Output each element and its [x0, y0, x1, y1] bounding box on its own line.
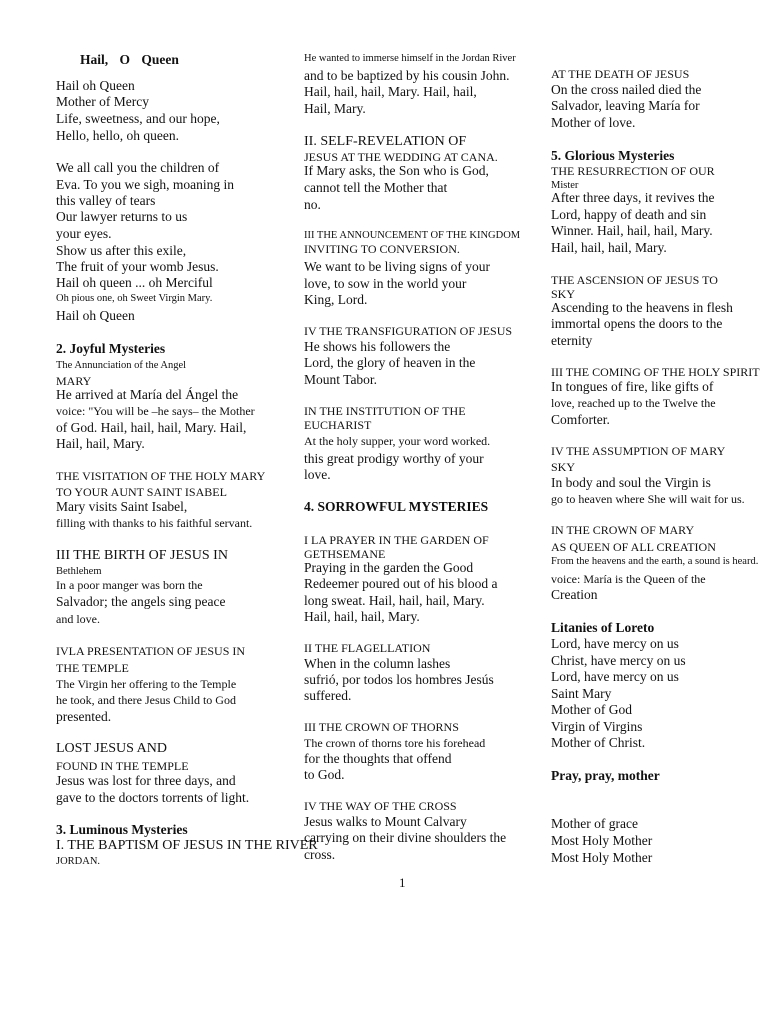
text-line-hail-hail-hail-mary: Hail, hail, hail, Mary. — [304, 609, 420, 624]
text-line-mount-tabor: Mount Tabor. — [304, 372, 378, 387]
text-line-presented: presented. — [56, 709, 112, 724]
text-line-in-the-institution-of-the: IN THE INSTITUTION OF THE — [304, 404, 466, 418]
text-line-filling-with-thanks-to-his-faithful-serv: filling with thanks to his faithful servant. — [56, 516, 253, 530]
text-line-lord-have-mercy-on-us: Lord, have mercy on us — [551, 669, 679, 684]
text-line-jordan: JORDAN. — [56, 856, 101, 867]
text-line-voice-you-will-be-he-says-the-mother: voice: "You will be –he says– the Mother — [56, 404, 255, 418]
text-line-hail-mary: Hail, Mary. — [304, 101, 366, 116]
text-line-ii-self-revelation-of: II. SELF-REVELATION OF — [304, 134, 467, 149]
section-heading-4-sorrowful-mysteries: 4. SORROWFUL MYSTERIES — [304, 499, 489, 514]
text-line-mary-visits-saint-isabel: Mary visits Saint Isabel, — [56, 499, 188, 514]
text-line-at-the-holy-supper-your-word-worked: At the holy supper, your word worked. — [304, 434, 491, 448]
text-line-iii-the-announcement-of-the-kingdom: III THE ANNOUNCEMENT OF THE KINGDOM — [304, 230, 521, 241]
text-line-bethlehem: Bethlehem — [56, 566, 102, 577]
text-line-found-in-the-temple: FOUND IN THE TEMPLE — [56, 759, 189, 773]
text-line-when-in-the-column-lashes: When in the column lashes — [304, 656, 451, 671]
text-line-the-visitation-of-the-holy-mary: THE VISITATION OF THE HOLY MARY — [56, 469, 266, 483]
text-line-the-resurrection-of-our: THE RESURRECTION OF OUR — [551, 164, 715, 178]
text-line-lord-happy-of-death-and-sin: Lord, happy of death and sin — [551, 207, 707, 222]
text-line-sufri-por-todos-los-hombres-jes-s: sufrió, por todos los hombres Jesús — [304, 672, 494, 687]
page-number: 1 — [399, 875, 406, 890]
text-line-he-arrived-at-mar-a-del-ngel-the: He arrived at María del Ángel the — [56, 387, 239, 402]
text-line-virgin-of-virgins: Virgin of Virgins — [551, 719, 643, 734]
text-line-this-great-prodigy-worthy-of-your: this great prodigy worthy of your — [304, 451, 484, 466]
text-line-lost-jesus-and: LOST JESUS AND — [56, 741, 167, 756]
text-line-if-mary-asks-the-son-who-is-god: If Mary asks, the Son who is God, — [304, 163, 489, 178]
text-line-saint-mary: Saint Mary — [551, 686, 612, 701]
text-line-your-eyes: your eyes. — [56, 226, 112, 241]
text-line-love-to-sow-in-the-world-your: love, to sow in the world your — [304, 276, 467, 291]
text-line-hail-oh-queen: Hail oh Queen — [56, 78, 135, 93]
text-line-ascending-to-the-heavens-in-flesh: Ascending to the heavens in flesh — [551, 300, 733, 315]
text-line-jesus-at-the-wedding-at-cana: JESUS AT THE WEDDING AT CANA. — [304, 150, 498, 164]
text-line-this-valley-of-tears: this valley of tears — [56, 193, 156, 208]
text-line-salvador-the-angels-sing-peace: Salvador; the angels sing peace — [56, 594, 226, 609]
text-line-iii-the-crown-of-thorns: III THE CROWN OF THORNS — [304, 720, 459, 734]
text-line-jesus-was-lost-for-three-days-and: Jesus was lost for three days, and — [56, 773, 236, 788]
text-line-lord-have-mercy-on-us: Lord, have mercy on us — [551, 636, 679, 651]
section-heading-litanies-of-loreto: Litanies of Loreto — [551, 620, 655, 635]
text-line-mary: MARY — [56, 374, 92, 388]
text-line-the-fruit-of-your-womb-jesus: The fruit of your womb Jesus. — [56, 259, 219, 274]
text-line-love: love. — [304, 467, 331, 482]
section-heading-2-joyful-mysteries: 2. Joyful Mysteries — [56, 341, 166, 356]
text-line-our-lawyer-returns-to-us: Our lawyer returns to us — [56, 209, 188, 224]
text-line-redeemer-poured-out-of-his-blood-a: Redeemer poured out of his blood a — [304, 576, 498, 591]
text-line-eva-to-you-we-sigh-moaning-in: Eva. To you we sigh, moaning in — [56, 177, 235, 192]
text-line-iv-the-way-of-the-cross: IV THE WAY OF THE CROSS — [304, 799, 457, 813]
text-line-suffered: suffered. — [304, 688, 352, 703]
text-line-lord-the-glory-of-heaven-in-the: Lord, the glory of heaven in the — [304, 355, 476, 370]
text-line-iii-the-coming-of-the-holy-spirit: III THE COMING OF THE HOLY SPIRIT — [551, 365, 760, 379]
text-line-to-your-aunt-saint-isabel: TO YOUR AUNT SAINT ISABEL — [56, 485, 227, 499]
text-line-eucharist: EUCHARIST — [304, 418, 372, 432]
text-line-the-annunciation-of-the-angel: The Annunciation of the Angel — [56, 360, 187, 371]
text-line-hail-hail-mary: Hail, hail, Mary. — [56, 436, 145, 451]
text-line-as-queen-of-all-creation: AS QUEEN OF ALL CREATION — [551, 540, 716, 554]
text-line-in-a-poor-manger-was-born-the: In a poor manger was born the — [56, 578, 203, 592]
text-line-sky: SKY — [551, 460, 576, 474]
section-heading-pray-pray-mother: Pray, pray, mother — [551, 768, 660, 783]
text-line-cross: cross. — [304, 847, 336, 862]
text-line-the-temple: THE TEMPLE — [56, 661, 129, 675]
text-line-on-the-cross-nailed-died-the: On the cross nailed died the — [551, 82, 702, 97]
text-line-long-sweat-hail-hail-hail-mary: long sweat. Hail, hail, hail, Mary. — [304, 593, 485, 608]
text-line-carrying-on-their-divine-shoulders-the: carrying on their divine shoulders the — [304, 830, 507, 845]
text-line-the-crown-of-thorns-tore-his-forehead: The crown of thorns tore his forehead — [304, 736, 486, 750]
text-line-for-the-thoughts-that-offend: for the thoughts that offend — [304, 751, 452, 766]
text-line-after-three-days-it-revives-the: After three days, it revives the — [551, 190, 715, 205]
text-line-to-god: to God. — [304, 767, 345, 782]
text-line-voice-mar-a-is-the-queen-of-the: voice: María is the Queen of the — [551, 572, 706, 586]
text-line-jesus-walks-to-mount-calvary: Jesus walks to Mount Calvary — [304, 814, 467, 829]
text-line-and-love: and love. — [56, 612, 100, 626]
text-line-hail-oh-queen: Hail oh Queen — [56, 308, 135, 323]
text-line-in-the-crown-of-mary: IN THE CROWN OF MARY — [551, 523, 695, 537]
section-heading-3-luminous-mysteries: 3. Luminous Mysteries — [56, 822, 188, 837]
text-line-love-reached-up-to-the-twelve-the: love, reached up to the Twelve the — [551, 396, 716, 410]
text-line-christ-have-mercy-on-us: Christ, have mercy on us — [551, 653, 686, 668]
text-line-inviting-to-conversion: INVITING TO CONVERSION. — [304, 242, 460, 256]
text-line-oh-pious-one-oh-sweet-virgin-mary: Oh pious one, oh Sweet Virgin Mary. — [56, 293, 213, 304]
text-line-iv-the-assumption-of-mary: IV THE ASSUMPTION OF MARY — [551, 444, 726, 458]
text-line-iv-the-transfiguration-of-jesus: IV THE TRANSFIGURATION OF JESUS — [304, 324, 513, 338]
text-line-creation: Creation — [551, 587, 598, 602]
text-line-eternity: eternity — [551, 333, 593, 348]
text-line-ii-the-flagellation: II THE FLAGELLATION — [304, 641, 431, 655]
text-line-in-body-and-soul-the-virgin-is: In body and soul the Virgin is — [551, 475, 711, 490]
text-line-he-took-and-there-jesus-child-to-god: he took, and there Jesus Child to God — [56, 693, 236, 707]
section-heading-5-glorious-mysteries: 5. Glorious Mysteries — [551, 148, 675, 163]
text-line-praying-in-the-garden-the-good: Praying in the garden the Good — [304, 560, 474, 575]
text-line-we-all-call-you-the-children-of: We all call you the children of — [56, 160, 220, 175]
text-line-mother-of-love: Mother of love. — [551, 115, 636, 130]
text-line-in-tongues-of-fire-like-gifts-of: In tongues of fire, like gifts of — [551, 379, 714, 394]
text-line-of-god-hail-hail-hail-mary-hail: of God. Hail, hail, hail, Mary. Hail, — [56, 420, 247, 435]
text-line-comforter: Comforter. — [551, 412, 610, 427]
text-line-sky: SKY — [551, 287, 576, 301]
text-line-hail-hail-hail-mary-hail-hail: Hail, hail, hail, Mary. Hail, hail, — [304, 84, 477, 99]
text-line-mother-of-mercy: Mother of Mercy — [56, 94, 149, 109]
text-line-he-wanted-to-immerse-himself-in-the-jord: He wanted to immerse himself in the Jordan River — [304, 53, 516, 64]
text-line-winner-hail-hail-hail-mary: Winner. Hail, hail, hail, Mary. — [551, 223, 713, 238]
text-line-immortal-opens-the-doors-to-the: immortal opens the doors to the — [551, 316, 723, 331]
text-line-go-to-heaven-where-she-will-wait-for-us: go to heaven where She will wait for us. — [551, 492, 745, 506]
text-line-the-virgin-her-offering-to-the-temple: The Virgin her offering to the Temple — [56, 677, 237, 691]
text-line-salvador-leaving-mar-a-for: Salvador, leaving María for — [551, 98, 700, 113]
text-line-cannot-tell-the-mother-that: cannot tell the Mother that — [304, 180, 448, 195]
text-line-i-la-prayer-in-the-garden-of: I LA PRAYER IN THE GARDEN OF — [304, 533, 489, 547]
text-line-show-us-after-this-exile: Show us after this exile, — [56, 243, 187, 258]
text-line-i-the-baptism-of-jesus-in-the-river: I. THE BAPTISM OF JESUS IN THE RIVER — [56, 838, 318, 853]
text-line-king-lord: King, Lord. — [304, 292, 368, 307]
text-line-and-to-be-baptized-by-his-cousin-john: and to be baptized by his cousin John. — [304, 68, 510, 83]
text-line-at-the-death-of-jesus: AT THE DEATH OF JESUS — [551, 67, 690, 81]
text-line-hello-hello-oh-queen: Hello, hello, oh queen. — [56, 128, 179, 143]
text-line-mother-of-god: Mother of God — [551, 702, 632, 717]
text-line-no: no. — [304, 197, 321, 212]
text-line-most-holy-mother: Most Holy Mother — [551, 850, 653, 865]
text-line-iii-the-birth-of-jesus-in: III THE BIRTH OF JESUS IN — [56, 548, 228, 563]
text-line-gave-to-the-doctors-torrents-of-light: gave to the doctors torrents of light. — [56, 790, 250, 805]
text-line-mister: Mister — [551, 180, 579, 191]
document-title: Hail, O Queen — [80, 52, 179, 67]
text-line-we-want-to-be-living-signs-of-your: We want to be living signs of your — [304, 259, 491, 274]
text-line-life-sweetness-and-our-hope: Life, sweetness, and our hope, — [56, 111, 220, 126]
text-line-hail-oh-queen-oh-merciful: Hail oh queen ... oh Merciful — [56, 275, 213, 290]
text-line-hail-hail-hail-mary: Hail, hail, hail, Mary. — [551, 240, 667, 255]
text-line-the-ascension-of-jesus-to: THE ASCENSION OF JESUS TO — [551, 273, 718, 287]
text-line-mother-of-christ: Mother of Christ. — [551, 735, 646, 750]
text-line-from-the-heavens-and-the-earth-a-sound-i: From the heavens and the earth, a sound is heard. — [551, 556, 759, 567]
text-line-mother-of-grace: Mother of grace — [551, 816, 638, 831]
text-line-ivla-presentation-of-jesus-in: IVLA PRESENTATION OF JESUS IN — [56, 644, 246, 658]
text-line-he-shows-his-followers-the: He shows his followers the — [304, 339, 451, 354]
text-line-gethsemane: GETHSEMANE — [304, 547, 386, 561]
text-line-most-holy-mother: Most Holy Mother — [551, 833, 653, 848]
